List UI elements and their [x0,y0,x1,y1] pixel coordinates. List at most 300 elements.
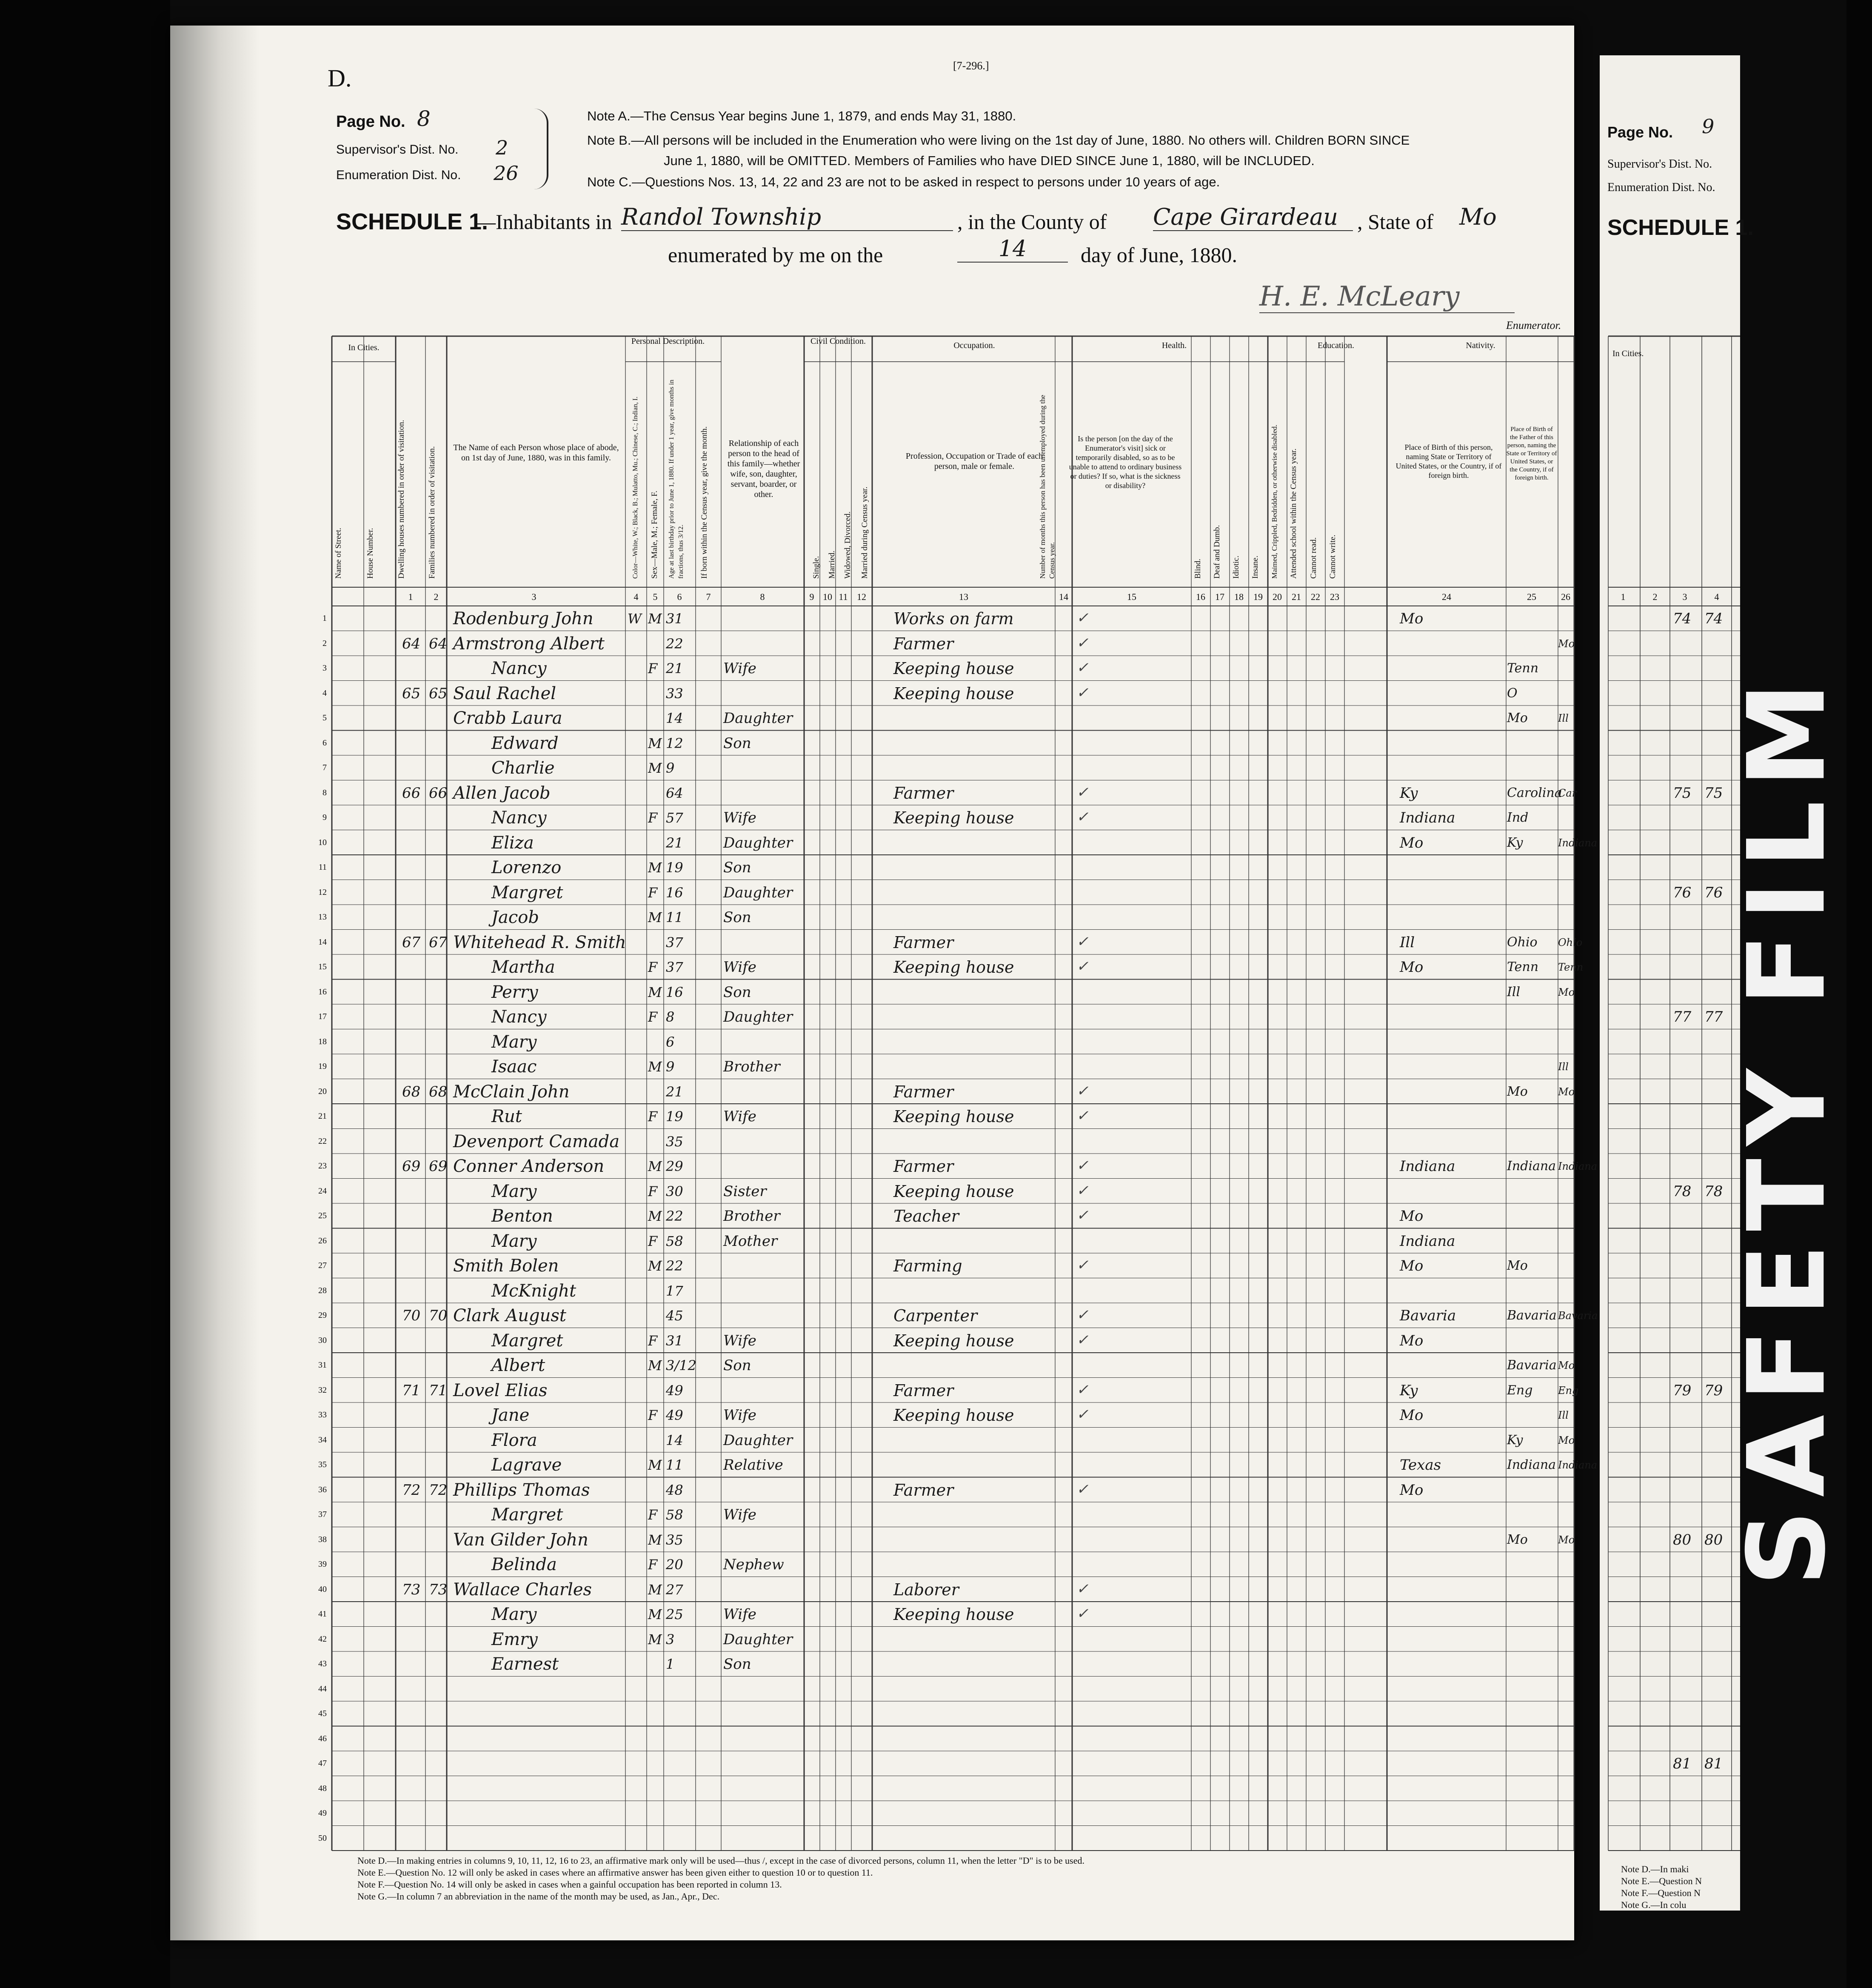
header-insane: Insane. [1251,555,1260,579]
person-name: Margret [491,1505,563,1525]
header-name: The Name of each Person whose place of abode, on 1st day of June, 1880, was in this family. [453,443,619,463]
birthplace-person: Indiana [1400,1158,1455,1175]
person-name: Nancy [491,659,547,678]
person-name: Margret [491,883,563,903]
header-single: Single. [812,556,821,579]
next-page-note: Note G.—In colu [1621,1899,1687,1910]
row-number: 26 [318,1236,327,1245]
column-number: 22 [1311,591,1320,602]
row-number: 8 [322,788,327,797]
age-cell: 31 [666,1332,683,1349]
relationship-cell: Brother [723,1208,780,1225]
age-cell: 6 [666,1034,675,1050]
column-number: 7 [706,591,711,602]
age-cell: 14 [666,1432,683,1448]
age-cell: 29 [666,1158,683,1174]
next-column-number: 3 [1682,591,1687,602]
birthplace-father: Indiana [1507,1159,1556,1174]
column-number: 6 [677,591,682,602]
column-number: 10 [823,591,832,602]
person-name: Charlie [491,758,555,778]
age-cell: 20 [666,1557,683,1573]
enumerator-label: Enumerator. [1506,319,1561,331]
column-number: 20 [1273,591,1282,602]
next-page-note: Note D.—In maki [1621,1864,1689,1874]
row-number: 16 [318,987,327,997]
age-cell: 9 [666,1059,675,1075]
column-number: 14 [1059,591,1068,602]
person-name: Edward [491,733,559,753]
birthplace-person: Indiana [1400,1232,1455,1250]
row-number: 5 [322,713,327,723]
row-number: 2 [322,638,327,648]
age-cell: 31 [666,611,683,627]
age-cell: 17 [666,1282,683,1299]
person-name: Mary [491,1181,537,1201]
row-number: 9 [322,813,327,822]
header-school: Attended school within the Census year. [1289,448,1298,579]
next-dwelling-number: 76 [1673,884,1692,901]
row-number: 45 [318,1709,327,1718]
occupation-cell: Keeping house [893,659,1014,678]
column-number: 26 [1561,591,1570,602]
check-mark: ✓ [1076,1406,1089,1423]
person-name: Phillips Thomas [453,1480,590,1500]
occupation-cell: Laborer [893,1580,959,1599]
occupation-cell: Keeping house [893,1107,1014,1126]
birthplace-person: Texas [1400,1457,1441,1474]
column-number: 11 [839,591,848,602]
note-e: Note E.—Question No. 12 will only be asked in cases where an affirmative answer has been given either to question 10 or to question 11. [357,1867,873,1878]
relationship-cell: Wife [723,1108,756,1125]
column-number: 24 [1442,591,1451,602]
column-number: 15 [1127,591,1136,602]
next-family-number: 76 [1704,884,1723,901]
family-number: 73 [429,1581,448,1598]
dwelling-number: 72 [402,1481,421,1499]
dwelling-number: 73 [402,1581,421,1598]
check-mark: ✓ [1076,1182,1089,1199]
column-number: 21 [1292,591,1301,602]
check-mark: ✓ [1076,1605,1089,1622]
sex-cell: F [648,1233,658,1249]
age-cell: 12 [666,735,683,751]
next-family-number: 81 [1704,1755,1723,1772]
row-number: 44 [318,1684,327,1694]
person-name: Lorenzo [491,858,562,877]
next-family-number: 80 [1704,1531,1723,1548]
age-cell: 49 [666,1407,683,1423]
age-cell: 27 [666,1581,683,1598]
row-number: 7 [322,763,327,772]
census-page [170,26,1598,1940]
birthplace-father: Ind [1507,810,1529,825]
birthplace-mother: Eng [1558,1384,1579,1397]
person-name: Belinda [491,1555,557,1574]
enumeration-dist-value: 26 [494,162,519,185]
next-page-no-value: 9 [1702,115,1715,138]
person-name: Jane [491,1405,530,1425]
occupation-cell: Farmer [893,1082,954,1101]
next-dwelling-number: 80 [1673,1531,1692,1548]
birthplace-person: Mo [1400,959,1424,976]
row-number: 15 [318,962,327,971]
header-maimed: Maimed, Crippled, Bedridden, or otherwise disabled. [1270,424,1278,579]
next-dwelling-number: 81 [1673,1755,1692,1772]
header-relationship: Relationship of each person to the head of this family—whether wife, son, daughter, servant, boarder, or other. [727,439,800,499]
dwelling-number: 66 [402,784,421,802]
birthplace-mother: Car [1558,787,1577,799]
column-number: 18 [1234,591,1244,602]
row-number: 6 [322,738,327,748]
birthplace-father: Bavaria [1507,1358,1557,1373]
birthplace-person: Indiana [1400,809,1455,826]
relationship-cell: Brother [723,1058,780,1075]
next-page-note: Note E.—Question N [1621,1876,1702,1886]
header-color: Color—White, W.; Black, B.; Mulatto, Mu.; Chinese, C.; Indian, I. [632,397,639,579]
birthplace-person: Mo [1400,1257,1424,1274]
row-number: 39 [318,1560,327,1569]
check-mark: ✓ [1076,958,1089,975]
relationship-cell: Daughter [723,710,793,727]
birthplace-person: Mo [1400,834,1424,851]
header-blind: Blind. [1193,559,1202,579]
age-cell: 19 [666,860,683,876]
next-family-number: 78 [1704,1183,1723,1200]
relationship-cell: Son [723,909,751,926]
person-name: Smith Bolen [453,1256,559,1276]
person-name: Eliza [491,833,534,853]
supervisor-dist-value: 2 [496,136,508,159]
birthplace-person: Ky [1400,1382,1418,1399]
sex-cell: F [648,884,658,901]
occupation-cell: Farmer [893,783,954,803]
birthplace-mother: Ill [1558,1061,1569,1073]
birthplace-father: Ky [1507,835,1523,850]
person-name: Nancy [491,808,547,828]
note-b-cont: June 1, 1880, will be OMITTED. Members of Families who have DIED SINCE June 1, 1880, will be INCLUDED. [664,153,1315,168]
birthplace-father: Carolina [1507,785,1562,800]
occupation-cell: Farmer [893,933,954,952]
sex-cell: M [648,1059,662,1075]
row-number: 12 [318,887,327,897]
occupation-cell: Farmer [893,1157,954,1176]
occupation-cell: Keeping house [893,684,1014,703]
sex-cell: M [648,1531,662,1548]
age-cell: 16 [666,884,683,901]
relationship-cell: Son [723,1357,751,1374]
birthplace-father: O [1507,686,1518,701]
sex-cell: M [648,1631,662,1648]
occupation-cell: Keeping house [893,1406,1014,1425]
birthplace-mother: Indiana [1558,837,1598,849]
person-name: Lovel Elias [453,1380,548,1400]
header-idiotic: Idiotic. [1232,555,1241,579]
group-personal: Personal Description. [631,337,705,346]
group-in-cities: In Cities. [348,343,380,352]
age-cell: 58 [666,1233,683,1249]
relationship-cell: Daughter [723,834,793,851]
birthplace-father: Eng [1507,1382,1533,1398]
birthplace-mother: Mo [1558,1360,1575,1371]
header-widowed: Widowed, Divorced. [843,511,852,579]
next-column-number: 4 [1714,591,1719,602]
column-number: 13 [959,591,968,602]
sex-cell: F [648,1183,658,1200]
sex-cell: M [648,860,662,876]
row-number: 3 [322,663,327,673]
birthplace-mother: Mo [1558,1534,1575,1546]
person-name: Earnest [491,1654,559,1674]
sex-cell: M [648,909,662,925]
sex-cell: M [648,1581,662,1598]
family-number: 64 [429,635,448,652]
header-cannot-read: Cannot read. [1309,537,1318,579]
next-dwelling-number: 78 [1673,1183,1692,1200]
person-name: Wallace Charles [453,1580,592,1600]
relationship-cell: Daughter [723,1008,793,1025]
color-cell: W [628,611,642,627]
age-cell: 48 [666,1482,683,1498]
age-cell: 16 [666,984,683,1000]
birthplace-father: Indiana [1507,1457,1556,1472]
birthplace-father: Mo [1507,1532,1528,1547]
occupation-cell: Keeping house [893,1331,1014,1350]
sex-cell: F [648,810,658,826]
age-cell: 35 [666,1133,683,1150]
note-f: Note F.—Question No. 14 will only be asked in cases when a gainful occupation has been reported in column 13. [357,1879,782,1890]
row-number: 27 [318,1261,327,1270]
age-cell: 49 [666,1382,683,1399]
check-mark: ✓ [1076,634,1089,651]
row-number: 41 [318,1609,327,1619]
family-number: 66 [429,784,448,802]
june-label: day of June, 1880. [1081,243,1237,267]
sex-cell: M [648,1158,662,1174]
relationship-cell: Son [723,734,751,752]
age-cell: 58 [666,1507,683,1523]
birthplace-father: Mo [1507,1258,1528,1273]
person-name: Jacob [491,908,539,927]
row-number: 14 [318,937,327,947]
header-birth-person: Place of Birth of this person, naming State or Territory of United States, or the Country, if of foreign birth. [1395,443,1502,480]
column-number: 23 [1330,591,1339,602]
relationship-cell: Son [723,1656,751,1673]
day-value: 14 [957,236,1068,263]
sex-cell: F [648,1009,658,1025]
header-birth-father: Place of Birth of the Father of this person, naming the State or Territory of United States, or the Country, if of foreign birth. [1506,426,1557,481]
check-mark: ✓ [1076,1331,1089,1348]
row-number: 30 [318,1335,327,1345]
next-schedule-title: SCHEDULE 1. [1607,215,1754,240]
relationship-cell: Daughter [723,884,793,901]
note-g: Note G.—In column 7 an abbreviation in the name of the month may be used, as Jan., Apr., Dec. [357,1891,720,1902]
dwelling-number: 68 [402,1083,421,1100]
person-name: Allen Jacob [453,783,551,803]
relationship-cell: Daughter [723,1631,793,1648]
age-cell: 64 [666,785,683,801]
enumerated-label: enumerated by me on the [668,243,883,267]
check-mark: ✓ [1076,1580,1089,1597]
check-mark: ✓ [1076,659,1089,676]
next-in-cities: In Cities. [1612,349,1644,358]
relationship-cell: Wife [723,1506,756,1523]
next-page-no-label: Page No. [1607,123,1673,141]
column-number: 9 [809,591,814,602]
occupation-cell: Keeping house [893,1605,1014,1624]
birthplace-person: Mo [1400,610,1424,627]
group-civil: Civil Condition. [810,337,866,346]
person-name: Margret [491,1331,563,1351]
birthplace-person: Bavaria [1400,1307,1456,1324]
check-mark: ✓ [1076,1381,1089,1398]
person-name: Perry [491,982,538,1002]
row-number: 34 [318,1435,327,1445]
header-sick: Is the person [on the day of the Enumerator's visit] sick or temporarily disabled, so as to be unable to attend to ordinary business or duties? If so, what is the sickness or disability? [1069,434,1182,490]
note-d: Note D.—In making entries in columns 9, 10, 11, 12, 16 to 23, an affirmative mark only will be used—thus /, except in the case of divorced persons, column 11, when the letter "D" is to be used. [357,1855,1084,1866]
age-cell: 19 [666,1108,683,1125]
age-cell: 1 [666,1656,675,1672]
header-dwelling: Dwelling houses numbered in order of visitation. [397,420,406,579]
person-name: Devenport Camada [453,1131,620,1151]
birthplace-mother: Ill [1558,1409,1569,1421]
person-name: McClain John [453,1082,570,1102]
group-education: Education. [1317,341,1355,350]
birthplace-mother: Bavaria [1558,1310,1598,1322]
sex-cell: M [648,1606,662,1622]
next-family-number: 74 [1704,610,1723,627]
enumerator-signature: H. E. McLeary [1259,281,1515,313]
header-married-year: Married during Census year. [860,486,869,579]
relationship-cell: Wife [723,809,756,826]
header-married: Married. [828,551,836,579]
sex-cell: M [648,760,662,776]
row-number: 36 [318,1485,327,1494]
occupation-cell: Farmer [893,1381,954,1400]
header-sex: Sex—Male, M.; Female, F. [650,491,659,579]
header-age: Age at last birthday prior to June 1, 1880. If under 1 year, give months in fractions, thus 3/12. [668,380,685,579]
birthplace-person: Mo [1400,1332,1424,1349]
header-deaf: Deaf and Dumb. [1213,525,1221,579]
next-dwelling-number: 79 [1673,1382,1692,1399]
age-cell: 3 [666,1631,675,1648]
occupation-cell: Farmer [893,1480,954,1500]
occupation-cell: Works on farm [893,609,1014,628]
column-number: 25 [1527,591,1536,602]
row-number: 24 [318,1186,327,1196]
inhabitants-label: —Inhabitants in [474,210,612,234]
row-number: 21 [318,1111,327,1121]
family-number: 68 [429,1083,448,1100]
row-number: 29 [318,1311,327,1320]
birthplace-father: Ky [1507,1432,1523,1448]
state-value: Mo [1459,203,1497,230]
film-edge-right [1846,0,1872,1988]
page-letter: D. [328,64,352,92]
occupation-cell: Farmer [893,634,954,653]
sex-cell: F [648,1332,658,1349]
form-code: [7-296.] [953,60,989,72]
family-number: 70 [429,1307,448,1324]
occupation-cell: Keeping house [893,808,1014,827]
age-cell: 21 [666,834,683,851]
age-cell: 11 [666,1457,683,1473]
row-number: 10 [318,837,327,847]
sex-cell: M [648,1457,662,1473]
relationship-cell: Sister [723,1183,767,1200]
relationship-cell: Wife [723,660,756,677]
relationship-cell: Nephew [723,1556,784,1573]
group-occupation: Occupation. [953,341,995,350]
relationship-cell: Son [723,983,751,1001]
sex-cell: F [648,1108,658,1125]
column-number: 16 [1196,591,1205,602]
birthplace-mother: Tenn [1558,961,1584,973]
person-name: Van Gilder John [453,1530,588,1550]
next-supervisor-label: Supervisor's Dist. No. [1607,157,1712,171]
age-cell: 35 [666,1531,683,1548]
birthplace-mother: Mo [1558,1434,1575,1446]
birthplace-mother: Mo [1558,637,1575,650]
relationship-cell: Wife [723,959,756,976]
sex-cell: F [648,1557,658,1573]
film-edge-left [0,0,170,1988]
age-cell: 33 [666,685,683,702]
person-name: Martha [491,957,555,977]
check-mark: ✓ [1076,1257,1089,1274]
dwelling-number: 71 [402,1382,421,1399]
check-mark: ✓ [1076,1480,1089,1498]
row-number: 48 [318,1783,327,1793]
person-name: Whitehead R. Smith [453,932,626,952]
birthplace-father: Bavaria [1507,1308,1557,1323]
age-cell: 21 [666,660,683,677]
header-street: Name of Street. [334,528,343,579]
next-page-grid [1600,55,1740,1911]
dwelling-number: 69 [402,1158,421,1175]
note-b: Note B.—All persons will be included in the Enumeration who were living on the 1st day of June, 1880. No others will. Children BORN SINCE [587,133,1410,148]
occupation-cell: Farming [893,1257,962,1275]
check-mark: ✓ [1076,783,1089,801]
person-name: Lagrave [491,1455,562,1475]
birthplace-person: Mo [1400,1407,1424,1424]
birthplace-father: Ohio [1507,934,1538,950]
person-name: McKnight [491,1281,576,1301]
dwelling-number: 70 [402,1307,421,1324]
check-mark: ✓ [1076,1207,1089,1224]
occupation-cell: Keeping house [893,958,1014,977]
header-house-number: House Number. [366,528,375,579]
age-cell: 21 [666,1083,683,1100]
age-cell: 22 [666,1208,683,1224]
sex-cell: F [648,660,658,677]
person-name: Nancy [491,1007,547,1027]
family-number: 71 [429,1382,448,1399]
birthplace-father: Mo [1507,1084,1528,1099]
age-cell: 14 [666,710,683,726]
next-family-number: 77 [1704,1008,1723,1025]
birthplace-father: Mo [1507,711,1528,726]
row-number: 38 [318,1534,327,1544]
sex-cell: M [648,1258,662,1274]
relationship-cell: Daughter [723,1431,793,1449]
age-cell: 9 [666,760,675,776]
sex-cell: F [648,1507,658,1523]
column-number: 12 [857,591,866,602]
county-label: , in the County of [957,210,1107,234]
sex-cell: M [648,984,662,1000]
age-cell: 37 [666,934,683,951]
